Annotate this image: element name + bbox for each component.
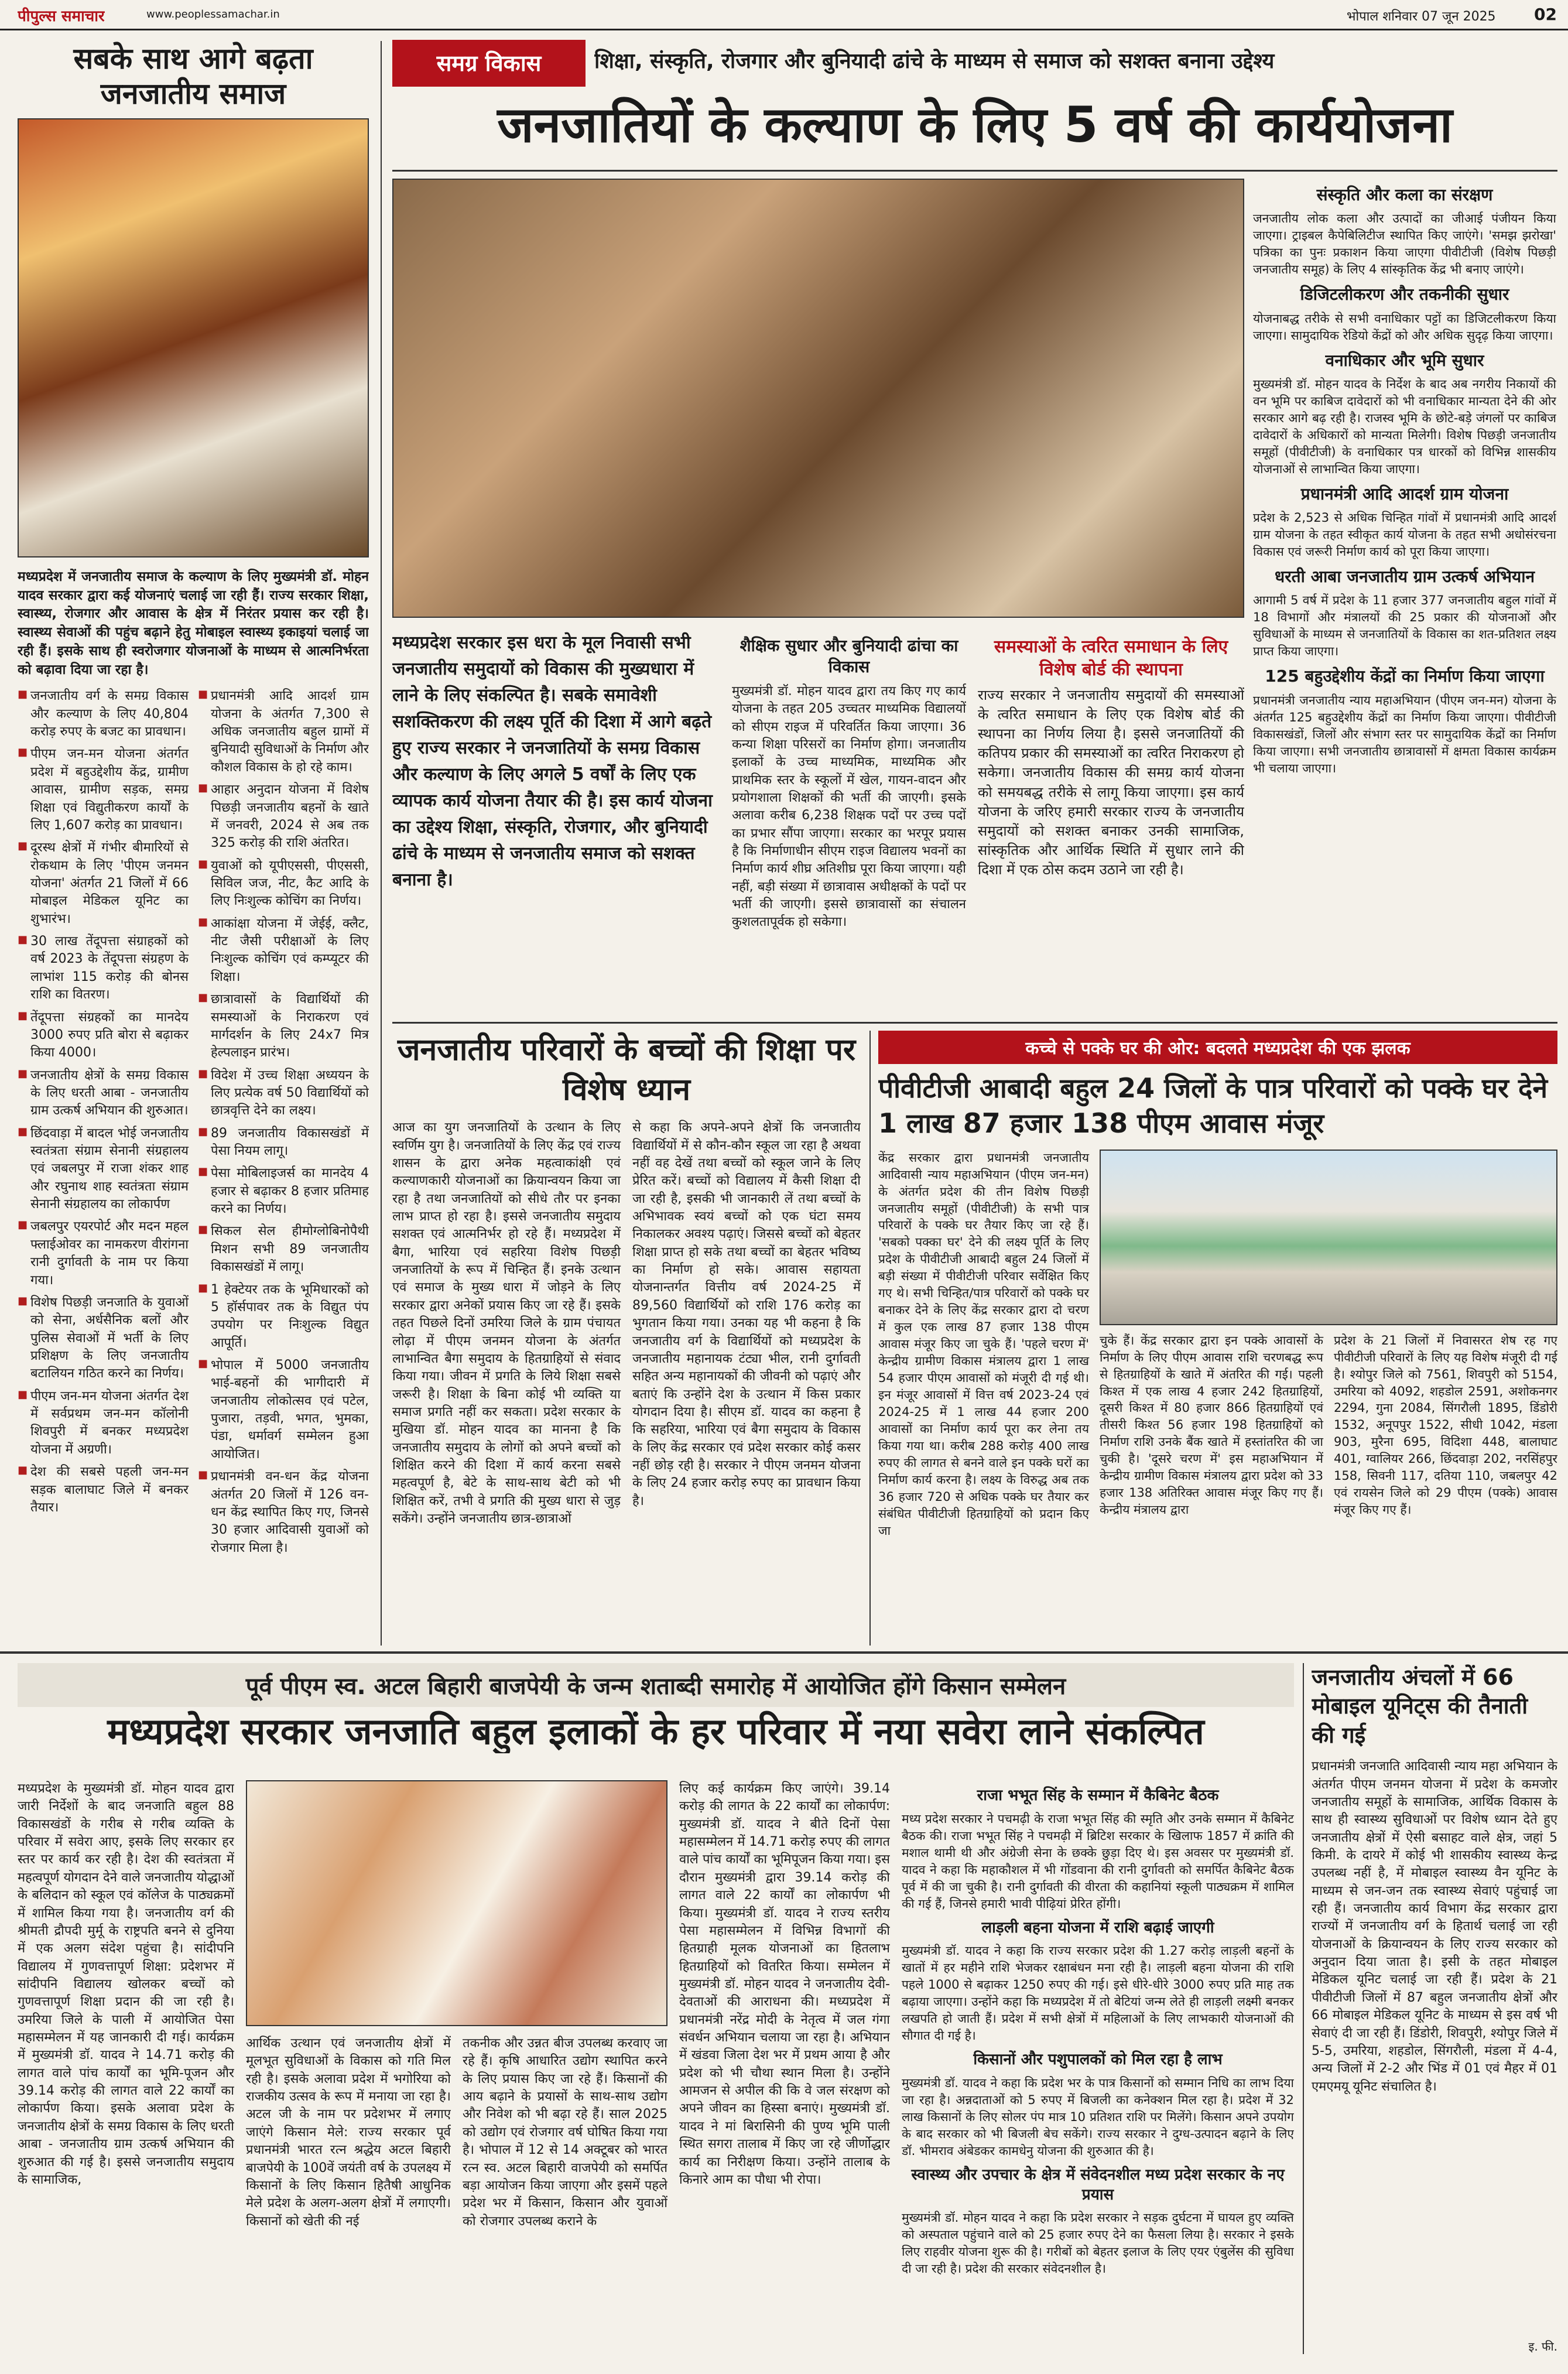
photo-cm-tribal-welcome bbox=[392, 179, 1244, 618]
housing-story bbox=[878, 1031, 1557, 1646]
bullet-item: ■ देश की सबसे पहली जन-मन सड़क बालाघाट जिले में बनकर तैयार। bbox=[18, 1463, 189, 1517]
housing-col2: चुके हैं। केंद्र सरकार द्वारा इन पक्के आवासों के निर्माण के लिए पीएम आवास राशि चरणबद्ध रूप से हितग्राहियों के खाते में अंतरित की गई। पहली किश्त में एक लाख 4 हजार 242 हितग्राहियों, दूसरी किश्त में 80 हजार 866 हितग्राहियों एवं तीसरी किश्त 56 हजार 198 हितग्राहियों को निर्माण राशि उनके बैंक खाते में हस्तांतरित की जा चुकी है। 'दूसरे चरण में' इस महाअभियान में केन्द्रीय ग्रामीण विकास मंत्रालय द्वारा प्रदेश को 33 हजार 138 अतिरिक्त आवास मंजूर किए गए हैं। केन्द्रीय मंत्रालय द्वारा bbox=[1100, 1333, 1323, 1517]
banner-tagline: शिक्षा, संस्कृति, रोजगार और बुनियादी ढांचे के माध्यम से समाज को सशक्त बनाना उद्देश्य bbox=[594, 49, 1275, 73]
bullet-item: ■ जनजातीय क्षेत्रों के समग्र विकास के लिए धरती आबा - जनजातीय ग्राम उत्कर्ष अभियान की शुरुआत। bbox=[18, 1067, 189, 1120]
photo-cm-women-event bbox=[246, 1780, 667, 2026]
section-body: जनजातीय लोक कला और उत्पादों का जीआई पंजीयन किया जाएगा। ट्राइबल कैपेबिलिटीज स्थापित किए जाएंगे। 'समझ झरोखा' पत्रिका का पुनः प्रकाशन किया जाएगा पीवीटीजी (विशेष पिछड़ी जनजातीय समूह) के लिए 4 सांस्कृतिक केंद्र भी बनाए जाएंगे। bbox=[1253, 211, 1556, 277]
section-body: मध्य प्रदेश सरकार ने पचमढ़ी के राजा भभूत सिंह की स्मृति और उनके सम्मान में कैबिनेट बैठक की। राजा भभूत सिंह ने पचमढ़ी में ब्रिटिश सरकार के खिलाफ 1857 में क्रांति की मशाल थामी थी और अंग्रेजी सेना के छक्के छुड़ा दिए थे। इस अवसर पर मुख्यमंत्री डॉ. यादव ने कहा कि महाकौशल में भी गोंडवाना की रानी दुर्गावती को समर्पित कैबिनेट बैठक पूर्व में की जा चुकी है। रानी दुर्गावती की वीरता की कहानियां स्कूली पाठ्यक्रम में शामिल की गई हैं, जिनसे हमारी भावी पीढ़ियां प्रेरित होंगी। bbox=[902, 1811, 1294, 1911]
special-board-heading: समस्याओं के त्वरित समाधान के लिए विशेष बोर्ड की स्थापना bbox=[994, 637, 1228, 680]
divider bbox=[0, 1651, 1568, 1654]
bullet-item: ■ पेसा मोबिलाइजर्स का मानदेय 4 हजार से बढ़ाकर 8 हजार प्रतिमाह करने का निर्णय। bbox=[198, 1165, 369, 1218]
bullet-item: ■ 89 जनजातीय विकासखंडों में पेसा नियम लागू। bbox=[198, 1125, 369, 1161]
section-heading: संस्कृति और कला का संरक्षण bbox=[1316, 185, 1493, 204]
section-body: मुख्यमंत्री डॉ. मोहन यादव के निर्देश के बाद अब नगरीय निकायों की वन भूमि पर काबिज दावेदारों को भी वनाधिकार मान्यता देने की ओर सरकार आगे बढ़ रही है। राजस्व भूमि के छोटे-बड़े जंगलों पर काबिज दावेदारों के अधिकारों को मान्यता मिलेगी। विशेष पिछड़ी जनजातीय समूहों (पीवीटीजी) के वनाधिकार पत्र धारकों को विभिन्न शासकीय योजनाओं से लाभान्वित किया जाएगा। bbox=[1253, 377, 1556, 476]
bullet-item: ■ युवाओं को यूपीएससी, पीएससी, सिविल जज, नीट, कैट आदि के लिए निःशुल्क कोचिंग का निर्णय। bbox=[198, 857, 369, 911]
bullet-item: ■ विशेष पिछड़ी जनजाति के युवाओं को सेना, अर्धसैनिक बलों और पुलिस सेवाओं में भर्ती के लिए प्रशिक्षण के लिए जनजातीय बटालियन गठित करने का निर्णय। bbox=[18, 1294, 189, 1383]
section-body: आगामी 5 वर्ष में प्रदेश के 11 हजार 377 जनजातीय बहुल गांवों में 18 विभागों और मंत्रालयों की 25 प्रकार की योजनाओं और सुविधाओं के माध्यम से जनजातियों के विकास का शत-प्रतिशत लक्ष्य प्राप्त किया जाएगा। bbox=[1253, 593, 1556, 659]
section-heading: धरती आबा जनजातीय ग्राम उत्कर्ष अभियान bbox=[1274, 567, 1535, 587]
credit: इ. फी. bbox=[1528, 2339, 1557, 2354]
children-headline: जनजातीय परिवारों के बच्चों की शिक्षा पर विशेष ध्यान bbox=[397, 1032, 856, 1107]
left-story bbox=[18, 41, 369, 1646]
section-heading: लाड़ली बहना योजना में राशि बढ़ाई जाएगी bbox=[981, 1918, 1214, 1937]
divider bbox=[1303, 1663, 1304, 2354]
lead-para: मध्यप्रदेश सरकार इस धरा के मूल निवासी सभी जनजातीय समुदायों को विकास की मुख्यधारा में लाने के लिए संकल्पित है। सबके समावेशी सशक्तिकरण की लक्ष्य पूर्ति की दिशा में आगे बढ़ते हुए राज्य सरकार ने जनजातियों के समग्र विकास और कल्याण के लिए अगले 5 वर्षों के लिए एक व्यापक कार्य योजना तैयार की है। इस कार्य योजना का उद्देश्य शिक्षा, संस्कृति, रोजगार, और बुनियादी ढांचे के माध्यम से जनजातीय समाज को सशक्त बनाना है। bbox=[392, 632, 713, 890]
bullet-item: ■ भोपाल में 5000 जनजातीय भाई-बहनों की भागीदारी में जनजातीय लोकोत्सव एवं पटेल, पुजारा, तड़वी, भगत, भुमका, पंडा, धर्मावर्ग सम्मेलन हुआ आयोजित। bbox=[198, 1357, 369, 1463]
housing-col3: प्रदेश के 21 जिलों में निवासरत शेष रह गए पीवीटीजी परिवारों के लिए यह विशेष मंजूरी दी गई है। श्योपुर जिले को 7561, शिवपुरी को 5154, उमरिया को 4092, शहडोल 2591, अशोकनगर 2294, गुना 2084, सिंगरौली 1895, डिंडोरी 1532, अनूपपुर 1522, सीधी 1042, मंडला 903, मुरैना 695, विदिशा 448, बालाघाट 401, ग्वालियर 266, छिंदवाड़ा 202, नरसिंहपुर 158, सिवनी 117, दतिया 110, जबलपुर 42 एवं रायसेन जिले को 29 पीएम (पक्के) आवास मंजूर किए गए हैं। bbox=[1334, 1333, 1557, 1517]
bottom-middle-sections bbox=[902, 1780, 1294, 2354]
mobile-units-body: प्रधानमंत्री जनजाति आदिवासी न्याय महा अभियान के अंतर्गत पीएम जनमन योजना में प्रदेश के कमजोर जनजातीय समूहों के सामाजिक, आर्थिक विकास के साथ ही स्वास्थ्य सुविधाओं पर विशेष ध्यान देते हुए जनजातीय क्षेत्रों में ऐसी बसाहट वाले क्षेत्र, जहां 5 किमी. के दायरे में कोई भी शासकीय स्वास्थ्य केन्द्र उपलब्ध नहीं है, में मोबाइल स्वास्थ्य वैन यूनिट के माध्यम से जन-जन तक स्वास्थ्य सेवाएं पहुंचाई जा रही हैं। जनजातीय कार्य विभाग केंद्र सरकार द्वारा राज्यों में जनजातीय वर्ग के हितार्थ चलाई जा रही योजनाओं के क्रियान्वयन के लिए राज्य सरकार को अनुदान दिया जाता है। इसी के तहत मोबाइल मेडिकल यूनिट चलाई जा रही हैं। प्रदेश के 21 पीवीटीजी जिलों में 87 बहुल जनजातीय क्षेत्रों और 66 मोबाइल मेडिकल यूनिट के माध्यम से इस वर्ष भी सेवाएं दी जा रही हैं। डिंडोरी, शिवपुरी, श्योपुर जिले में 5-5, उमरिया, शहडोल, सिंगरौली, मंडला में 4-4, अन्य जिलों में 2-2 और भिंड में 01 एवं मैहर में 01 एमएमयू यूनिट संचालित है। bbox=[1312, 1759, 1557, 2094]
bullet-item: ■ प्रधानमंत्री आदि आदर्श ग्राम योजना के अंतर्गत 7,300 से अधिक जनजातीय बहुल ग्रामों में बुनियादी सुविधाओं के निर्माण और कौशल विकास के हो रहे काम। bbox=[198, 687, 369, 776]
divider bbox=[392, 170, 1557, 172]
housing-col1: केंद्र सरकार द्वारा प्रधानमंत्री जनजातीय आदिवासी न्याय महाअभियान (पीएम जन-मन) के अंतर्गत प्रदेश की तीन विशेष पिछड़ी जनजातीय समूहों (पीवीटीजी) के सभी पात्र परिवारों के पक्के घर तैयार किए जा रहे हैं। 'सबको पक्का घर' देने की लक्ष्य पूर्ति के लिए प्रदेश के पीवीटीजी आबादी बहुल 24 जिलों में बड़ी संख्या में पीवीटीजी परिवार सर्वेक्षित किए गए थे। सभी चिन्हित/पात्र परिवारों को पक्के घर बनाकर देने के लिए केंद्र सरकार द्वारा दो चरण में कुल एक लाख 87 हजार 138 पीएम आवास मंजूर किए जा चुके हैं। 'पहले चरण में' केन्द्रीय ग्रामीण विकास मंत्रालय द्वारा 1 लाख 54 हजार पीएम आवासों को मंजूरी दी गई थी। इन मंजूर आवासों में वित्त वर्ष 2023-24 एवं 2024-25 में 1 लाख 44 हजार 200 आवासों का निर्माण कार्य पूरा कर लेना तय किया गया था। करीब 288 करोड़ 400 लाख रुपए की लागत से बनने वाले इन पक्के घरों का निर्माण कार्य करना है। लक्ष्य के विरुद्ध अब तक 36 हजार 720 से अधिक पक्के घर तैयार कर संबंधित पीवीटीजी हितग्राहियों को प्रदान किए जा bbox=[878, 1150, 1089, 1538]
banner-tag: समग्र विकास bbox=[392, 40, 586, 87]
bullet-item: ■ सिकल सेल हीमोग्लोबिनोपैथी मिशन सभी 89 जनजातीय विकासखंडों में लागू। bbox=[198, 1223, 369, 1276]
mobile-units-headline: जनजातीय अंचलों में 66 मोबाइल यूनिट्स की तैनाती की गई bbox=[1312, 1664, 1528, 1748]
section-heading: वनाधिकार और भूमि सुधार bbox=[1325, 350, 1484, 370]
bullet-item: ■ पीएम जन-मन योजना अंतर्गत प्रदेश में बहुउद्देशीय केंद्र, ग्रामीण आवास, ग्रामीण सड़क, समग्र शिक्षा एवं विद्युतीकरण कार्यों के लिए 1,607 करोड़ का प्रावधान। bbox=[18, 745, 189, 834]
left-bullets-col1 bbox=[18, 687, 189, 1562]
section-body: प्रधानमंत्री जनजातीय न्याय महाअभियान (पीएम जन-मन) योजना के अंतर्गत 125 बहुउद्देशीय केंद्रों का निर्माण किया जाएगा। पीवीटीजी विकासखंडों, जिलों और संभाग स्तर पर सामुदायिक केंद्रों का निर्माण किया जाएगा। सभी जनजातीय छात्रावासों में क्षमता विकास कार्यक्रम भी चलाया जाएगा। bbox=[1253, 693, 1556, 775]
section-heading: 125 बहुउद्देशीय केंद्रों का निर्माण किया जाएगा bbox=[1265, 666, 1545, 686]
education-section bbox=[732, 630, 966, 1016]
section-heading: डिजिटलीकरण और तकनीकी सुधार bbox=[1300, 285, 1509, 305]
left-bullets-col2 bbox=[198, 687, 369, 1562]
mobile-units-story bbox=[1312, 1663, 1557, 2354]
children-story bbox=[392, 1031, 861, 1646]
bullet-item: ■ जनजातीय वर्ग के समग्र विकास और कल्याण के लिए 40,804 करोड़ रुपए के बजट का प्रावधान। bbox=[18, 687, 189, 741]
main-headline: जनजातियों के कल्याण के लिए 5 वर्ष की कार्ययोजना bbox=[497, 97, 1453, 153]
housing-kicker: कच्चे से पक्के घर की ओर: बदलते मध्यप्रदेश की एक झलक bbox=[878, 1031, 1557, 1064]
bottom-kicker: पूर्व पीएम स्व. अटल बिहारी बाजपेयी के जन्म शताब्दी समारोह में आयोजित होंगे किसान सम्मेलन bbox=[18, 1663, 1294, 1707]
special-board-body: राज्य सरकार ने जनजातीय समुदायों की समस्याओं के त्वरित समाधान के लिए एक विशेष बोर्ड की स्थापना का निर्णय लिया है। इससे जनजातियों की कतिपय प्रकार की समस्याओं का त्वरित निराकरण हो सकेगा। जनजातीय विकास की समग्र कार्य योजना को समयबद्ध तरीके से लागू किया जाएगा। इस कार्य योजना के जरिए हमारी सरकार राज्य के जनजातीय समुदायों को सशक्त बनाकर उनकी सामाजिक, सांस्कृतिक और आर्थिक स्थिति में सुधार लाने की दिशा में एक ठोस कदम उठाने जा रही है। bbox=[978, 687, 1244, 878]
bullet-item: ■ आकांक्षा योजना में जेईई, क्लैट, नीट जैसी परीक्षाओं के लिए निःशुल्क कोचिंग एवं कम्प्यूटर की शिक्षा। bbox=[198, 915, 369, 986]
housing-headline: पीवीटीजी आबादी बहुल 24 जिलों के पात्र परिवारों को पक्के घर देने 1 लाख 87 हजार 138 पीएम आवास मंजूर bbox=[878, 1072, 1548, 1139]
children-col2: से कहा कि अपने-अपने क्षेत्रों कि जनजातीय विद्यार्थियों में से कौन-कौन स्कूल जा रहा है अथवा नहीं वह देखें तथा बच्चों को स्कूल जाने के लिए प्रेरित करें। बच्चों को विद्यालय में कैसी शिक्षा दी जा रही है, इसकी भी जानकारी लें तथा बच्चों के अभिभावक स्वयं बच्चों को एक घंटा समय निकालकर अवश्य पढ़ाएं। जिससे बच्चों को बेहतर शिक्षा प्राप्त हो सके तथा बच्चों का बेहतर भविष्य का निर्माण हो सके। आवास सहायता योजनान्तर्गत वित्तीय वर्ष 2024-25 में 89,560 विद्यार्थियों को राशि 176 करोड़ का भुगतान किया गया। उनका यह भी कहना है कि जनजातीय वर्ग के विद्यार्थियों को मध्यप्रदेश के जनजातीय महानायक टंट्या भील, रानी दुर्गावती सहित अन्य महानायकों की जीवनी को पढ़ाएं और बताएं कि उन्होंने देश के उत्थान में किस प्रकार योगदान दिया है। सीएम डॉ. यादव का कहना है कि सहरिया, भारिया एवं बैगा समुदाय के विकास के लिए केंद्र सरकार एवं प्रदेश सरकार कोई कसर नहीं छोड़ रही है। सरकार ने पीएम जनमन योजना के लिए 24 हजार करोड़ रुपए का प्रावधान किया है। bbox=[632, 1120, 861, 1508]
bullet-item: ■ प्रधानमंत्री वन-धन केंद्र योजना अंतर्गत 20 जिलों में 126 वन-धन केंद्र स्थापित किए गए, जिनसे 30 हजार आदिवासी युवाओं को रोजगार मिला है। bbox=[198, 1468, 369, 1557]
bullet-item: ■ विदेश में उच्च शिक्षा अध्ययन के लिए प्रत्येक वर्ष 50 विद्यार्थियों को छात्रवृत्ति देने का लक्ष्य। bbox=[198, 1067, 369, 1120]
bullet-item: ■ तेंदूपत्ता संग्रहकों का मानदेय 3000 रुपए प्रति बोरा से बढ़ाकर किया 4000। bbox=[18, 1009, 189, 1062]
section-body: प्रदेश के 2,523 से अधिक चिन्हित गांवों में प्रधानमंत्री आदि आदर्श ग्राम योजना के तहत स्वीकृत कार्य योजना के तहत सभी अधोसंरचना विकास एवं जरूरी निर्माण कार्य को पूरा किया जाएगा। bbox=[1253, 511, 1556, 559]
bullet-item: ■ पीएम जन-मन योजना अंतर्गत देश में सर्वप्रथम जन-मन कॉलोनी शिवपुरी में बनकर मध्यप्रदेश योजना में अग्रणी। bbox=[18, 1388, 189, 1459]
special-board-section bbox=[978, 630, 1244, 1016]
divider bbox=[381, 41, 382, 1646]
section-body: योजनाबद्ध तरीके से सभी वनाधिकार पट्टों का डिजिटलीकरण किया जाएगा। सामुदायिक रेडियो केंद्रों को और अधिक सुदृढ़ किया जाएगा। bbox=[1253, 311, 1556, 343]
bottom-col3: तकनीक और उन्नत बीज उपलब्ध करवाए जा रहे हैं। कृषि आधारित उद्योग स्थापित करने के लिए प्रयास किए जा रहे हैं। किसानों की आय बढ़ाने के प्रयासों के साथ-साथ उद्योग और निवेश को भी बढ़ा रहे हैं। साल 2025 को उद्योग एवं रोजगार वर्ष घोषित किया गया है। भोपाल में 12 से 14 अक्टूबर को भारत रत्न स्व. अटल बिहारी वाजपेयी को समर्पित बड़ा आयोजन किया जाएगा और इसमें पहले प्रदेश भर में किसान, किसान और युवाओं को रोजगार उपलब्ध कराने के bbox=[463, 2036, 667, 2229]
page-number: 02 bbox=[1534, 5, 1557, 24]
bottom-col2: आर्थिक उत्थान एवं जनजातीय क्षेत्रों में मूलभूत सुविधाओं के विकास को गति मिल रही है। इसके अलावा प्रदेश में भगोरिया को राजकीय उत्सव के रूप में मनाया जा रहा है। अटल जी के नाम पर प्रदेशभर में लगाए जाएंगे किसान मेले: राज्य सरकार पूर्व प्रधानमंत्री भारत रत्न श्रद्धेय अटल बिहारी बाजपेयी के 100वें जयंती वर्ष के उपलक्ष्य में किसानों के लिए किसान हितैषी आधुनिक मेले प्रदेश के अलग-अलग क्षेत्रों में लगाएगी। किसानों को खेती की नई bbox=[246, 2036, 451, 2229]
left-headline-line2: जनजातीय समाज bbox=[100, 77, 286, 111]
left-headline-line1: सबके साथ आगे बढ़ता bbox=[73, 42, 313, 76]
bottom-col4: लिए कई कार्यक्रम किए जाएंगे। 39.14 करोड़ की लागत के 22 कार्यों का लोकार्पण: मुख्यमंत्री डॉ. यादव ने बीते दिनों पेसा महासम्मेलन में 14.71 करोड़ रुपए की लागत वाले पांच कार्यों का भूमिपूजन किया गया। इस दौरान मुख्यमंत्री द्वारा 39.14 करोड़ की लागत वाले 22 कार्यों का लोकार्पण भी किया। मुख्यमंत्री डॉ. यादव ने राज्य स्तरीय पेसा महासम्मेलन में विभिन्न विभागों की हितग्राही मूलक योजनाओं का हितलाभ हितग्राहियों को वितरित किया। सम्मेलन में मुख्यमंत्री डॉ. मोहन यादव ने जनजातीय देवी-देवताओं की आराधना की। मध्यप्रदेश में प्रधानमंत्री नरेंद्र मोदी के नेतृत्व में जल गंगा संवर्धन अभियान चलाया जा रहा है। अभियान में खंडवा जिला देश भर में प्रथम आया है और प्रदेश को भी चौथा स्थान मिला है। उन्होंने आमजन से अपील की कि वे जल संरक्षण को अपने जीवन का हिस्सा बनाएं। मुख्यमंत्री डॉ. यादव ने मां बिरासिनी की पुण्य भूमि पाली स्थित सगरा तालाब में किए जा रहे जीर्णोद्धार कार्य का निरीक्षण किया। उन्होंने तालाब के किनारे आम का पौधा भी रोपा। bbox=[679, 1781, 890, 2187]
education-body: मुख्यमंत्री डॉ. मोहन यादव द्वारा तय किए गए कार्य योजना के तहत 205 उच्चतर माध्यमिक विद्यालयों को सीएम राइज में परिवर्तित किया जाएगा। 36 कन्या शिक्षा परिसरों का निर्माण होगा। जनजातीय इलाकों के उच्च माध्यमिक, माध्यमिक और प्राथमिक स्तर के स्कूलों में खेल, गायन-वादन और प्रयोगशाला शिक्षकों की भर्ती की जाएगी। इसके अलावा करीब 6,238 शिक्षक पदों पर उच्च पदों का प्रभार सौंपा जाएगा। सरकार का भरपूर प्रयास है कि निर्माणाधीन सीएम राइज विद्यालय भवनों का निर्माण कार्य शीघ्र अतिशीघ्र पूरा किया जाएगा। यही नहीं, बड़ी संख्या में छात्रावास अधीक्षकों के पदों पर भर्ती की जाएगी। इससे छात्रावासों का संचालन कुशलतापूर्वक हो सकेगा। bbox=[732, 683, 966, 930]
left-intro: मध्यप्रदेश में जनजातीय समाज के कल्याण के लिए मुख्यमंत्री डॉ. मोहन यादव सरकार द्वारा कई योजनाएं चलाई जा रही हैं। राज्य सरकार शिक्षा, स्वास्थ्य, रोजगार और आवास के क्षेत्र में निरंतर प्रयास कर रही है। स्वास्थ्य सेवाओं की पहुंच बढ़ाने हेतु मोबाइल स्वास्थ्य इकाइयां चलाई जा रही हैं। इसके साथ ही स्वरोजगार योजनाओं के माध्यम से आत्मनिर्भरता को बढ़ावा दिया जा रहा है। bbox=[18, 569, 369, 678]
section-body: मुख्यमंत्री डॉ. यादव ने कहा कि राज्य सरकार प्रदेश की 1.27 करोड़ लाड़ली बहनों के खातों में हर महीने राशि भेजकर रक्षाबंधन मना रही है। लाड़ली बहना योजना की राशि पहले 1000 से बढ़ाकर 1250 रुपए की गई। इसे धीरे-धीरे 3000 रुपए प्रति माह तक बढ़ाया जाएगा। उन्होंने कहा कि मध्यप्रदेश में तो बेटियां जन्म लेते ही लाड़ली लक्ष्मी बनकर लखपति हो जाती हैं। प्रदेश में सभी क्षेत्रों में महिलाओं के लिए लाभकारी योजनाओं की सौगात दी गई है। bbox=[902, 1944, 1294, 2043]
divider bbox=[869, 1031, 871, 1646]
top-banner bbox=[392, 40, 1557, 87]
section-body: मुख्यमंत्री डॉ. मोहन यादव ने कहा कि प्रदेश सरकार ने सड़क दुर्घटना में घायल हुए व्यक्ति को अस्पताल पहुंचाने वाले को 25 हजार रुपए देने का फैसला लिया है। सरकार ने इसके लिए राहवीर योजना शुरू की है। गरीबों को बेहतर इलाज के लिए एयर एंबुलेंस की सुविधा दी जा रही है। प्रदेश की सरकार संवेदनशील है। bbox=[902, 2211, 1294, 2276]
photo-pm-tribal-dance bbox=[18, 118, 369, 557]
divider bbox=[392, 1022, 1557, 1024]
section-heading: प्रधानमंत्री आदि आदर्श ग्राम योजना bbox=[1300, 484, 1509, 504]
paper-name: पीपुल्स समाचार bbox=[18, 8, 105, 25]
bullet-item: ■ 1 हेक्टेयर तक के भूमिधारकों को 5 हॉर्सपावर तक के विद्युत पंप उपयोग पर निःशुल्क विद्युत आपूर्ति। bbox=[198, 1281, 369, 1352]
education-heading: शैक्षिक सुधार और बुनियादी ढांचा का विकास bbox=[740, 636, 958, 677]
dateline: भोपाल शनिवार 07 जून 2025 bbox=[1347, 9, 1496, 24]
website: www.peoplessamachar.in bbox=[146, 8, 280, 20]
section-body: मुख्यमंत्री डॉ. यादव ने कहा कि प्रदेश भर के पात्र किसानों को सम्मान निधि का लाभ दिया जा रहा है। अन्नदाताओं को 5 रुपए में बिजली का कनेक्शन मिल रहा है। प्रदेश में 32 लाख किसानों के लिए सोलर पंप मात्र 10 प्रतिशत राशि पर मिलेंगे। किसान अपने उपयोग के बाद सरकार को भी बिजली बेच सकेंगे। राज्य सरकार ने दुग्ध-उत्पादन बढ़ाने के लिए डॉ. भीमराव अंबेडकर कामधेनु योजना की शुरुआत की है। bbox=[902, 2076, 1294, 2158]
children-col1: आज का युग जनजातियों के उत्थान के लिए स्वर्णिम युग है। जनजातियों के लिए केंद्र एवं राज्य शासन के द्वारा अनेक महत्वाकांक्षी एवं कल्याणकारी योजनाओं का क्रियान्वयन किया जा रहा है तथा जनजातियों को सीधे तौर पर इनका लाभ प्राप्त हो रहा है। इससे जनजातीय समुदाय सशक्त एवं आत्मनिर्भर हो रहे हैं। मध्यप्रदेश में बैगा, भारिया एवं सहरिया विशेष पिछड़ी जनजातियों के रूप में चिन्हित हैं। इनके उत्थान एवं समाज के मुख्य धारा में जोड़ने के लिए सरकार द्वारा अनेकों प्रयास किए जा रहे हैं। इसके तहत पिछले दिनों उमरिया जिले के ग्राम पंचायत लोढ़ा में पीएम जनमन योजना के अंतर्गत लाभान्वित बैगा समुदाय के हितग्राहियों से संवाद किया गया। जीवन में प्रगति के लिये शिक्षा सबसे जरूरी है। शिक्षा के बिना कोई भी व्यक्ति या समाज प्रगति नहीं कर सकता। प्रदेश सरकार के मुखिया डॉ. मोहन यादव का मानना है कि जनजातीय समुदाय के लोगों को अपने बच्चों को शिक्षित करने की दिशा में कार्य करना सबसे महत्वपूर्ण है, बेटे के साथ-साथ बेटी को भी शिक्षित करें, तभी वे प्रगति की मुख्य धारा से जुड़ सकेंगे। उन्होंने जनजातीय छात्र-छात्राओं bbox=[392, 1120, 621, 1527]
bullet-item: ■ जबलपुर एयरपोर्ट और मदन महल फ्लाईओवर का नामकरण वीरांगना रानी दुर्गावती के नाम पर किया गया। bbox=[18, 1218, 189, 1289]
right-sections bbox=[1253, 184, 1556, 777]
masthead bbox=[0, 0, 1568, 30]
bullet-item: ■ दूरस्थ क्षेत्रों में गंभीर बीमारियों से रोकथाम के लिए 'पीएम जनमन योजना' अंतर्गत 21 जिलों में 66 मोबाइल मेडिकल यूनिट का शुभारंभ। bbox=[18, 839, 189, 928]
bottom-col1: मध्यप्रदेश के मुख्यमंत्री डॉ. मोहन यादव द्वारा जारी निर्देशों के बाद जनजाति बहुल 88 विकासखंडों के गरीब से गरीब व्यक्ति के परिवार में सवेरा आए, इसके लिए सरकार हर स्तर पर कार्य कर रही है। देश की स्वतंत्रता में महत्वपूर्ण योगदान देने वाले जनजातीय योद्धाओं के बलिदान को स्कूल एवं कॉलेज के पाठ्यक्रमों में शामिल किया गया है। जनजातीय वर्ग की श्रीमती द्रौपदी मुर्मू के राष्ट्रपति बनने से दुनिया में एक अलग संदेश पहुंचा है। सांदीपनि विद्यालय में गुणवत्तापूर्ण शिक्षा: प्रदेशभर में सांदीपनि विद्यालय खोलकर बच्चों को गुणवत्तापूर्ण शिक्षा प्रदान की जा रही है। उमरिया जिले के पाली में आयोजित पेसा महासम्मेलन में यह जानकारी दी गई। कार्यक्रम में मुख्यमंत्री डॉ. यादव ने 14.71 करोड़ की लागत वाले पांच कार्यों का भूमि-पूजन और 39.14 करोड़ की लागत वाले 22 कार्यों का लोकार्पण किया। इसके अलावा प्रदेश के जनजातीय क्षेत्रों के समग्र विकास के लिए धरती आबा - जनजातीय ग्राम उत्कर्ष अभियान की शुरुआत की गई है। इससे जनजातीय समुदाय के सामाजिक, bbox=[18, 1781, 234, 2187]
photo-pm-awas-houses bbox=[1100, 1150, 1557, 1325]
bullet-item: ■ आहार अनुदान योजना में विशेष पिछड़ी जनजातीय बहनों के खाते में जनवरी, 2024 से अब तक 325 करोड़ की राशि अंतरित। bbox=[198, 781, 369, 852]
bullet-item: ■ 30 लाख तेंदूपत्ता संग्राहकों को वर्ष 2023 के तेंदूपत्ता संग्रहण के लाभांश 115 करोड़ की बोनस राशि का वितरण। bbox=[18, 933, 189, 1004]
bottom-headline: मध्यप्रदेश सरकार जनजाति बहुल इलाकों के हर परिवार में नया सवेरा लाने संकल्पित bbox=[107, 1710, 1204, 1753]
section-heading: स्वास्थ्य और उपचार के क्षेत्र में संवेदनशील मध्य प्रदेश सरकार के नए प्रयास bbox=[911, 2166, 1285, 2204]
section-heading: राजा भभूत सिंह के सम्मान में कैबिनेट बैठक bbox=[977, 1787, 1219, 1804]
bullet-item: ■ छात्रावासों के विद्यार्थियों की समस्याओं के निराकरण एवं मार्गदर्शन के लिए 24x7 मित्र हेल्पलाइन प्रारंभ। bbox=[198, 991, 369, 1062]
bullet-item: ■ छिंदवाड़ा में बादल भोई जनजातीय स्वतंत्रता संग्राम सेनानी संग्रहालय एवं जबलपुर में राजा शंकर शाह और रघुनाथ शाह स्वतंत्रता संग्राम सेनानी संग्रहालय का लोकार्पण bbox=[18, 1125, 189, 1214]
right-column bbox=[1253, 179, 1556, 1016]
section-heading: किसानों और पशुपालकों को मिल रहा है लाभ bbox=[973, 2051, 1223, 2069]
